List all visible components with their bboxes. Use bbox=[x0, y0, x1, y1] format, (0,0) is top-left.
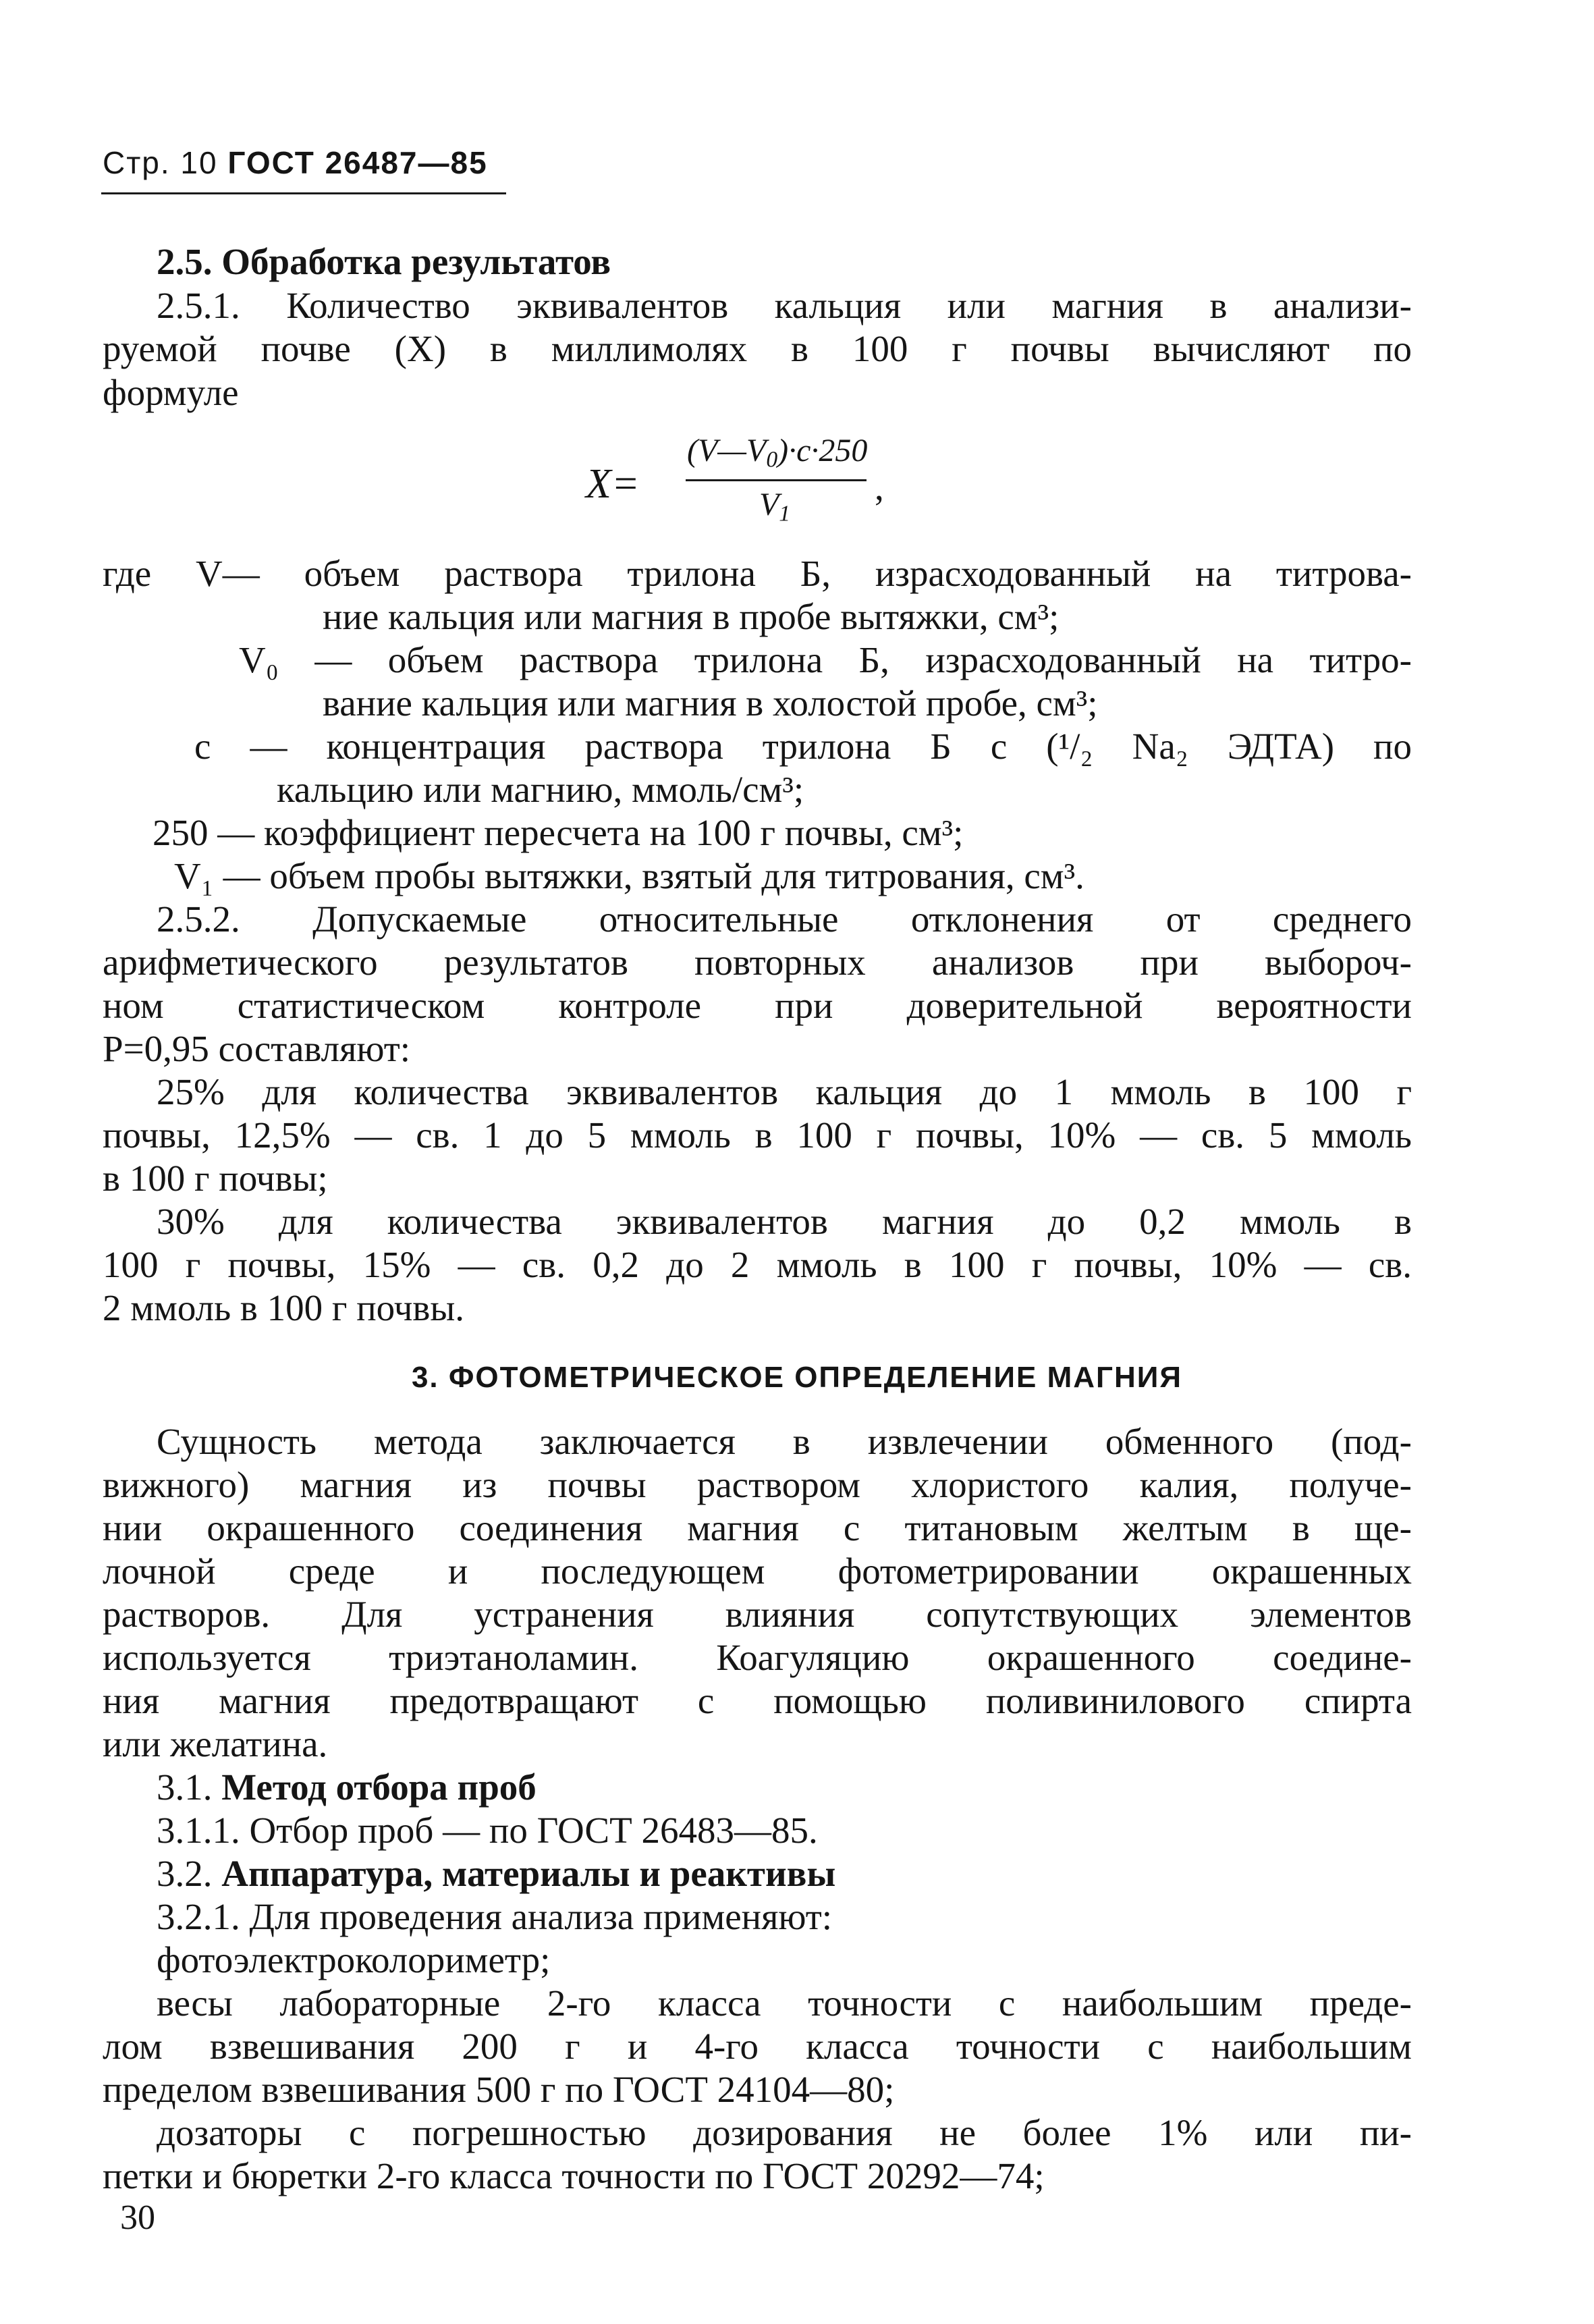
formula-den-sub: 1 bbox=[779, 501, 791, 526]
def-line-6: кальцию или магнию, ммоль/см³; bbox=[277, 769, 804, 810]
item-photocolorimeter: фотоэлектроколориметр; bbox=[157, 1939, 551, 1980]
essence-line-1: Сущность метода заключается в извлечении обменного (под- bbox=[157, 1421, 1412, 1462]
fraction-bar bbox=[686, 479, 867, 481]
essence-line-2: вижного) магния из почвы раствором хлористого калия, получе- bbox=[103, 1464, 1412, 1505]
essence-line-7: ния магния предотвращают с помощью поливинилового спирта bbox=[103, 1680, 1412, 1721]
section-3-1-title: Метод отбора проб bbox=[221, 1766, 537, 1808]
p251-line-2: руемой почве (X) в миллимолях в 100 г почвы вычисляют по bbox=[103, 328, 1412, 369]
def-line-5: c — концентрация раствора трилона Б с (¹/₂ Na₂ ЭДТА) по bbox=[194, 726, 1412, 767]
essence-line-3: нии окрашенного соединения магния с титановым желтым в ще- bbox=[103, 1507, 1412, 1548]
header-page-ref: Стр. 10 bbox=[103, 145, 228, 180]
formula-num-a: (V—V bbox=[687, 433, 767, 468]
def-line-8: V₁ — объем пробы вытяжки, взятый для титрования, см³. bbox=[174, 855, 1084, 896]
item-scales-line-3: пределом взвешивания 500 г по ГОСТ 24104—80; bbox=[103, 2069, 895, 2110]
formula-denominator bbox=[687, 486, 862, 526]
p252-line-2: арифметического результатов повторных анализов при выбороч- bbox=[103, 942, 1412, 983]
section-3-title: 3. ФОТОМЕТРИЧЕСКОЕ ОПРЕДЕЛЕНИЕ МАГНИЯ bbox=[411, 1361, 1183, 1394]
section-3-2-heading bbox=[157, 1852, 835, 1895]
section-3-2-1: 3.2.1. Для проведения анализа применяют: bbox=[157, 1896, 833, 1937]
calcium-line-2: почвы, 12,5% — св. 1 до 5 ммоль в 100 г почвы, 10% — св. 5 ммоль bbox=[103, 1114, 1412, 1156]
p251-line-1: 2.5.1. Количество эквивалентов кальция или магния в анализи- bbox=[157, 285, 1412, 326]
essence-line-5: растворов. Для устранения влияния сопутствующих элементов bbox=[103, 1594, 1412, 1635]
formula bbox=[586, 432, 964, 533]
section-2-5-title: 2.5. Обработка результатов bbox=[157, 241, 611, 282]
def-line-1: где V— объем раствора трилона Б, израсходованный на титрова- bbox=[103, 553, 1412, 594]
page-number: 30 bbox=[120, 2198, 155, 2237]
formula-lhs: X= bbox=[586, 461, 640, 507]
magnesium-line-3: 2 ммоль в 100 г почвы. bbox=[103, 1287, 465, 1328]
essence-line-4: лочной среде и последующем фотометрировании окрашенных bbox=[103, 1550, 1412, 1592]
p252-line-3: ном статистическом контроле при доверительной вероятности bbox=[103, 985, 1412, 1026]
item-dosers-line-2: петки и бюретки 2-го класса точности по ГОСТ 20292—74; bbox=[103, 2155, 1045, 2196]
section-3-1-1: 3.1.1. Отбор проб — по ГОСТ 26483—85. bbox=[157, 1810, 818, 1851]
calcium-line-1: 25% для количества эквивалентов кальция до 1 ммоль в 100 г bbox=[157, 1071, 1412, 1112]
def-line-2: ние кальция или магния в пробе вытяжки, см³; bbox=[323, 596, 1060, 637]
def-line-4: вание кальция или магния в холостой пробе, см³; bbox=[323, 682, 1098, 724]
section-3-1-number: 3.1. bbox=[157, 1766, 222, 1808]
def-line-7: 250 — коэффициент пересчета на 100 г почвы, см³; bbox=[153, 812, 964, 853]
header-standard: ГОСТ 26487—85 bbox=[227, 145, 488, 180]
section-3-2-number: 3.2. bbox=[157, 1853, 222, 1894]
def-line-3: V₀ — объем раствора трилона Б, израсходованный на титро- bbox=[239, 639, 1412, 680]
header-rule bbox=[101, 192, 506, 194]
essence-line-8: или желатина. bbox=[103, 1723, 328, 1764]
formula-num-b: )·c·250 bbox=[777, 433, 868, 468]
formula-num-sub: 0 bbox=[766, 447, 778, 472]
item-scales-line-1: весы лабораторные 2-го класса точности с наибольшим преде- bbox=[157, 1982, 1412, 2024]
magnesium-line-2: 100 г почвы, 15% — св. 0,2 до 2 ммоль в 100 г почвы, 10% — св. bbox=[103, 1244, 1412, 1285]
p252-line-4: P=0,95 составляют: bbox=[103, 1028, 411, 1069]
essence-line-6: используется триэтаноламин. Коагуляцию окрашенного соедине- bbox=[103, 1637, 1412, 1678]
formula-comma: , bbox=[875, 466, 884, 508]
p251-line-3: формуле bbox=[103, 372, 239, 413]
section-3-2-title: Аппаратура, материалы и реактивы bbox=[221, 1853, 836, 1894]
page-header bbox=[103, 144, 488, 181]
item-dosers-line-1: дозаторы с погрешностью дозирования не более 1% или пи- bbox=[157, 2112, 1412, 2153]
formula-den-v: V bbox=[759, 487, 779, 522]
p252-line-1: 2.5.2. Допускаемые относительные отклонения от среднего bbox=[157, 898, 1412, 940]
item-scales-line-2: лом взвешивания 200 г и 4-го класса точности с наибольшим bbox=[103, 2026, 1412, 2067]
formula-numerator bbox=[687, 432, 868, 472]
magnesium-line-1: 30% для количества эквивалентов магния до 0,2 ммоль в bbox=[157, 1201, 1412, 1242]
section-3-1-heading bbox=[157, 1766, 537, 1809]
calcium-line-3: в 100 г почвы; bbox=[103, 1158, 328, 1199]
